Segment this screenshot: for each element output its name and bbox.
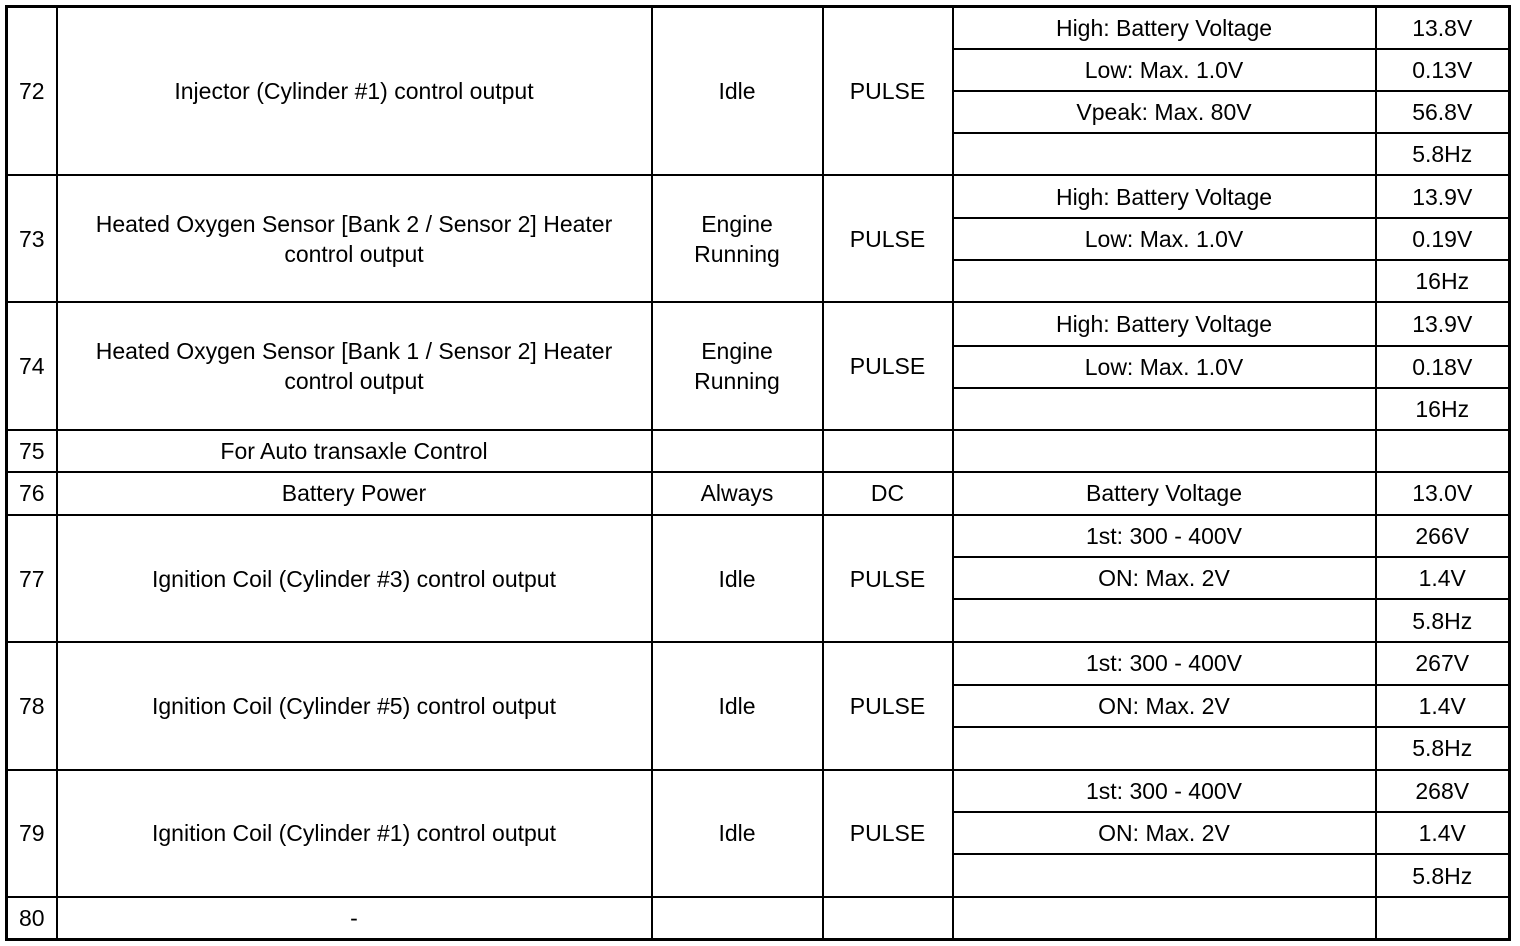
table-row [7, 515, 1510, 557]
value-cell: 1.4V [1376, 685, 1510, 727]
table-row [7, 7, 1510, 49]
spec-cell: 1st: 300 - 400V [953, 770, 1376, 812]
pin-number: 80 [7, 897, 57, 939]
pin-description: Battery Power [57, 472, 652, 515]
table-row [7, 770, 1510, 812]
spec-cell: ON: Max. 2V [953, 685, 1376, 727]
spec-cell [953, 599, 1376, 642]
pin-description: - [57, 897, 652, 939]
spec-cell: Low: Max. 1.0V [953, 346, 1376, 388]
spec-cell: Low: Max. 1.0V [953, 218, 1376, 260]
pin-description: Heated Oxygen Sensor [Bank 1 / Sensor 2] Heater control output [57, 302, 652, 429]
pin-condition: Idle [652, 7, 823, 176]
pin-condition: Engine Running [652, 175, 823, 302]
spec-cell [953, 854, 1376, 897]
spec-cell [953, 727, 1376, 770]
spec-cell [953, 897, 1376, 939]
table-row [7, 897, 1510, 939]
value-cell: 268V [1376, 770, 1510, 812]
table-row [7, 302, 1510, 345]
pin-condition: Idle [652, 515, 823, 642]
value-cell: 5.8Hz [1376, 727, 1510, 770]
signal-type: PULSE [823, 642, 953, 769]
pin-spec-table [5, 5, 1511, 941]
value-cell: 13.9V [1376, 302, 1510, 345]
pin-condition: Idle [652, 770, 823, 897]
pin-number: 77 [7, 515, 57, 642]
value-cell: 0.13V [1376, 49, 1510, 91]
pin-number: 79 [7, 770, 57, 897]
spec-cell: Vpeak: Max. 80V [953, 91, 1376, 133]
pin-number: 75 [7, 430, 57, 472]
pin-description: Ignition Coil (Cylinder #3) control output [57, 515, 652, 642]
pin-description: Ignition Coil (Cylinder #1) control output [57, 770, 652, 897]
signal-type [823, 430, 953, 472]
signal-type: PULSE [823, 175, 953, 302]
pin-description: For Auto transaxle Control [57, 430, 652, 472]
pin-condition [652, 897, 823, 939]
pin-number: 72 [7, 7, 57, 176]
pin-description: Heated Oxygen Sensor [Bank 2 / Sensor 2] Heater control output [57, 175, 652, 302]
pin-condition: Engine Running [652, 302, 823, 429]
signal-type: PULSE [823, 7, 953, 176]
spec-cell: High: Battery Voltage [953, 7, 1376, 49]
pin-condition: Idle [652, 642, 823, 769]
pin-description: Ignition Coil (Cylinder #5) control output [57, 642, 652, 769]
pin-description: Injector (Cylinder #1) control output [57, 7, 652, 176]
pin-number: 78 [7, 642, 57, 769]
value-cell: 5.8Hz [1376, 854, 1510, 897]
value-cell [1376, 897, 1510, 939]
signal-type [823, 897, 953, 939]
spec-cell [953, 388, 1376, 430]
pin-number: 74 [7, 302, 57, 429]
table-row [7, 175, 1510, 218]
spec-cell: 1st: 300 - 400V [953, 515, 1376, 557]
value-cell: 16Hz [1376, 260, 1510, 302]
value-cell: 0.19V [1376, 218, 1510, 260]
spec-cell: High: Battery Voltage [953, 175, 1376, 218]
value-cell: 5.8Hz [1376, 133, 1510, 175]
spec-cell: Battery Voltage [953, 472, 1376, 515]
spec-cell [953, 430, 1376, 472]
value-cell: 1.4V [1376, 812, 1510, 854]
spec-cell: 1st: 300 - 400V [953, 642, 1376, 684]
table-row [7, 430, 1510, 472]
value-cell: 0.18V [1376, 346, 1510, 388]
pin-condition [652, 430, 823, 472]
table-row [7, 472, 1510, 515]
value-cell: 1.4V [1376, 557, 1510, 599]
pin-number: 73 [7, 175, 57, 302]
spec-cell: Low: Max. 1.0V [953, 49, 1376, 91]
value-cell: 56.8V [1376, 91, 1510, 133]
table-row [7, 642, 1510, 684]
spec-cell [953, 260, 1376, 302]
value-cell: 13.9V [1376, 175, 1510, 218]
signal-type: PULSE [823, 515, 953, 642]
value-cell: 13.8V [1376, 7, 1510, 49]
pin-condition: Always [652, 472, 823, 515]
spec-cell [953, 133, 1376, 175]
value-cell: 267V [1376, 642, 1510, 684]
signal-type: PULSE [823, 302, 953, 429]
spec-cell: ON: Max. 2V [953, 557, 1376, 599]
spec-cell: ON: Max. 2V [953, 812, 1376, 854]
signal-type: DC [823, 472, 953, 515]
signal-type: PULSE [823, 770, 953, 897]
spec-cell: High: Battery Voltage [953, 302, 1376, 345]
pin-number: 76 [7, 472, 57, 515]
value-cell [1376, 430, 1510, 472]
value-cell: 5.8Hz [1376, 599, 1510, 642]
value-cell: 266V [1376, 515, 1510, 557]
value-cell: 13.0V [1376, 472, 1510, 515]
value-cell: 16Hz [1376, 388, 1510, 430]
